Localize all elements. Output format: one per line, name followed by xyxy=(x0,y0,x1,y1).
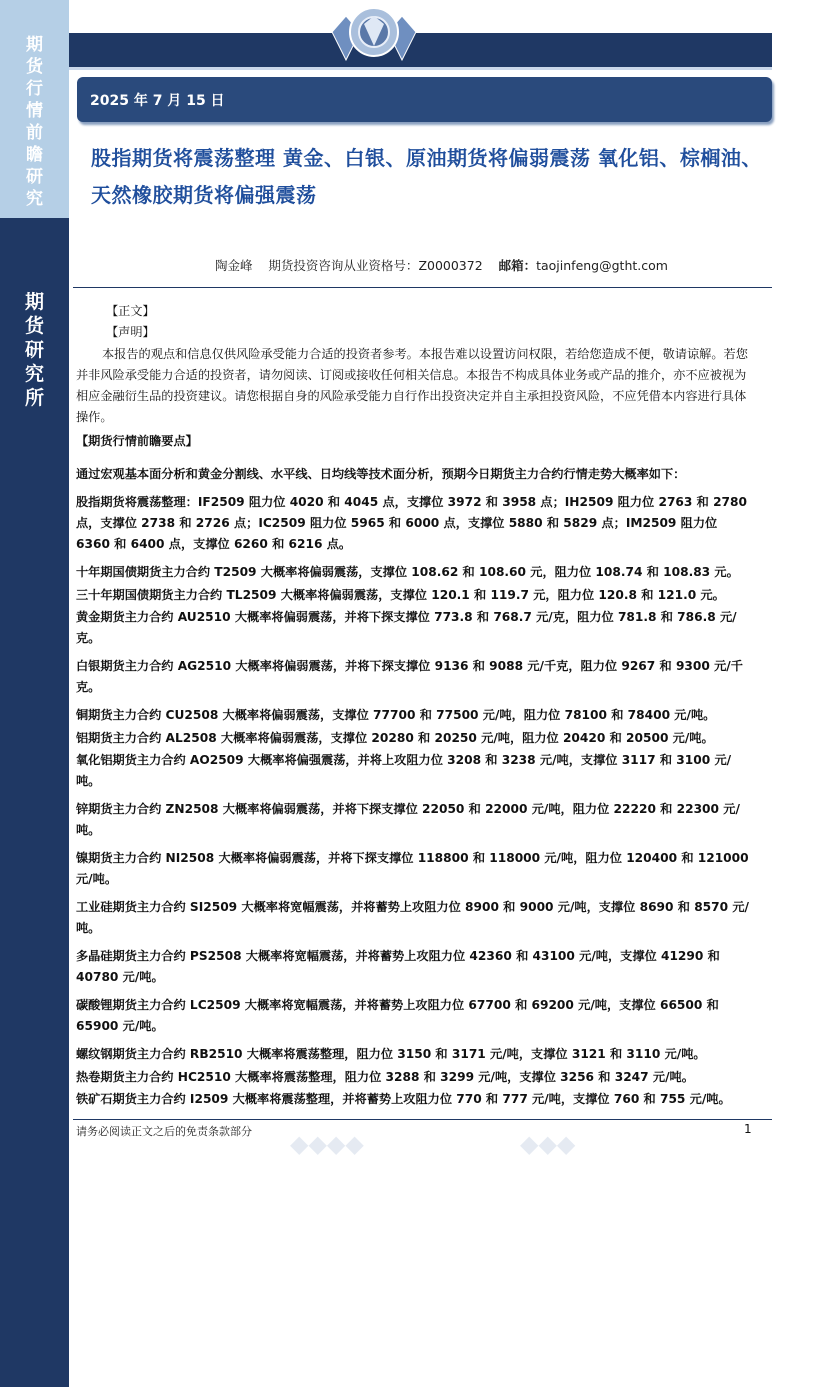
sidebar-char: 期 xyxy=(26,35,43,55)
list-item: 股指期货将震荡整理：IF2509 阻力位 4020 和 4045 点，支撑位 3972 和 3958 点；IH2509 阻力位 2763 和 2780 点，支撑位 2738 和 2726 点；IC2509 阻力位 5965 和 6000 点，支撑位 5880 和 5829 点；IM2509 阻力位 6360 和 6400 点，支撑位 6260 和 6216 点。 xyxy=(76,495,747,551)
list-item: 多晶硅期货主力合约 PS2508 大概率将宽幅震荡，并将蓄势上攻阻力位 42360 和 43100 元/吨，支撑位 41290 和 40780 元/吨。 xyxy=(76,949,720,984)
sidebar-char: 研 xyxy=(24,339,44,361)
footer-divider xyxy=(73,1119,772,1120)
disclaimer-tag: 【声明】 xyxy=(106,325,155,339)
sidebar-char: 货 xyxy=(24,315,44,337)
sidebar-char: 前 xyxy=(26,123,43,143)
sidebar-top-label xyxy=(0,34,69,210)
main-text-tag: 【正文】 xyxy=(106,304,155,318)
page-number: 1 xyxy=(744,1122,752,1136)
list-item: 镍期货主力合约 NI2508 大概率将偏弱震荡，并将下探支撑位 118800 和 118000 元/吨，阻力位 120400 和 121000 元/吨。 xyxy=(76,851,749,886)
list-item: 白银期货主力合约 AG2510 大概率将偏弱震荡，并将下探支撑位 9136 和 9088 元/千克，阻力位 9267 和 9300 元/千克。 xyxy=(76,659,743,694)
list-item: 三十年期国债期货主力合约 TL2509 大概率将偏弱震荡，支撑位 120.1 和 119.7 元，阻力位 120.8 和 121.0 元。 xyxy=(76,587,725,602)
sidebar-char: 情 xyxy=(26,101,43,121)
author-line xyxy=(215,256,668,274)
sidebar-char: 所 xyxy=(24,387,44,409)
cert-label: 期货投资咨询从业资格号： xyxy=(268,258,419,273)
author-name: 陶金峰 xyxy=(215,258,253,273)
list-item: 通过宏观基本面分析和黄金分割线、水平线、日均线等技术面分析，预期今日期货主力合约行情走势大概率如下： xyxy=(76,467,686,481)
header-divider xyxy=(73,287,772,288)
disclaimer-text: 本报告的观点和信息仅供风险承受能力合适的投资者参考。本报告难以设置访问权限，若给您造成不便，敬请谅解。若您并非风险承受能力合适的投资者，请勿阅读、订阅或接收任何相关信息。本报告不构成具体业务或产品的推介，亦不应被视为相应金融衍生品的投资建议。请您根据自身的风险承受能力自行作出投资决定并自主承担投资风险，不应凭借本内容进行具体操作。 xyxy=(76,347,748,424)
email-label: 邮箱： xyxy=(498,258,537,273)
list-item: 锌期货主力合约 ZN2508 大概率将偏弱震荡，并将下探支撑位 22050 和 22000 元/吨，阻力位 22220 和 22300 元/吨。 xyxy=(76,802,740,837)
list-item: 铁矿石期货主力合约 I2509 大概率将震荡整理，并将蓄势上攻阻力位 770 和 777 元/吨，支撑位 760 和 755 元/吨。 xyxy=(76,1092,731,1106)
sidebar-char: 期 xyxy=(24,291,44,313)
list-item: 铜期货主力合约 CU2508 大概率将偏弱震荡，支撑位 77700 和 77500 元/吨，阻力位 78100 和 78400 元/吨。 xyxy=(76,708,716,722)
footer-notice: 请务必阅读正文之后的免责条款部分 xyxy=(76,1125,252,1138)
list-item: 热卷期货主力合约 HC2510 大概率将震荡整理，阻力位 3288 和 3299 元/吨，支撑位 3256 和 3247 元/吨。 xyxy=(76,1069,694,1084)
sidebar-char: 研 xyxy=(26,167,43,187)
list-item: 氧化铝期货主力合约 AO2509 大概率将偏强震荡，并将上攻阻力位 3208 和 3238 元/吨，支撑位 3117 和 3100 元/吨。 xyxy=(76,753,732,788)
sidebar-char: 货 xyxy=(26,57,43,77)
sidebar-char: 究 xyxy=(26,189,43,209)
list-item: 螺纹钢期货主力合约 RB2510 大概率将震荡整理，阻力位 3150 和 3171 元/吨，支撑位 3121 和 3110 元/吨。 xyxy=(76,1047,706,1061)
report-title: 股指期货将震荡整理 黄金、白银、原油期货将偏弱震荡 氧化铝、棕榈油、天然橡胶期货将偏强震荡 xyxy=(91,146,762,207)
list-item: 工业硅期货主力合约 SI2509 大概率将宽幅震荡，并将蓄势上攻阻力位 8900 和 9000 元/吨，支撑位 8690 和 8570 元/吨。 xyxy=(76,900,749,935)
list-item: 铝期货主力合约 AL2508 大概率将偏弱震荡，支撑位 20280 和 20250 元/吨，阻力位 20420 和 20500 元/吨。 xyxy=(76,730,714,745)
sidebar-char: 瞻 xyxy=(26,145,43,165)
list-item: 碳酸锂期货主力合约 LC2509 大概率将宽幅震荡，并将蓄势上攻阻力位 67700 和 69200 元/吨，支撑位 66500 和 65900 元/吨。 xyxy=(76,998,719,1033)
sidebar-char: 行 xyxy=(26,79,43,99)
list-item: 黄金期货主力合约 AU2510 大概率将偏弱震荡，并将下探支撑位 773.8 和 768.7 元/克，阻力位 781.8 和 786.8 元/克。 xyxy=(76,610,737,645)
sidebar-char: 究 xyxy=(24,363,44,385)
cert-number: Z0000372 xyxy=(418,258,483,273)
watermark-logo-icon: ◆◆◆ xyxy=(520,1130,576,1158)
report-date: 2025 年 7 月 15 日 xyxy=(90,93,225,109)
date-bar xyxy=(77,77,772,122)
list-item: 十年期国债期货主力合约 T2509 大概率将偏弱震荡，支撑位 108.62 和 108.60 元，阻力位 108.74 和 108.83 元。 xyxy=(76,565,739,579)
key-points-tag: 【期货行情前瞻要点】 xyxy=(76,434,198,448)
forecast-list xyxy=(76,464,752,1112)
sidebar-bottom-label xyxy=(0,290,69,410)
author-email[interactable]: taojinfeng@gtht.com xyxy=(536,258,668,273)
watermark-logo-icon: ◆◆◆◆ xyxy=(290,1130,364,1158)
company-logo-icon xyxy=(318,2,430,70)
